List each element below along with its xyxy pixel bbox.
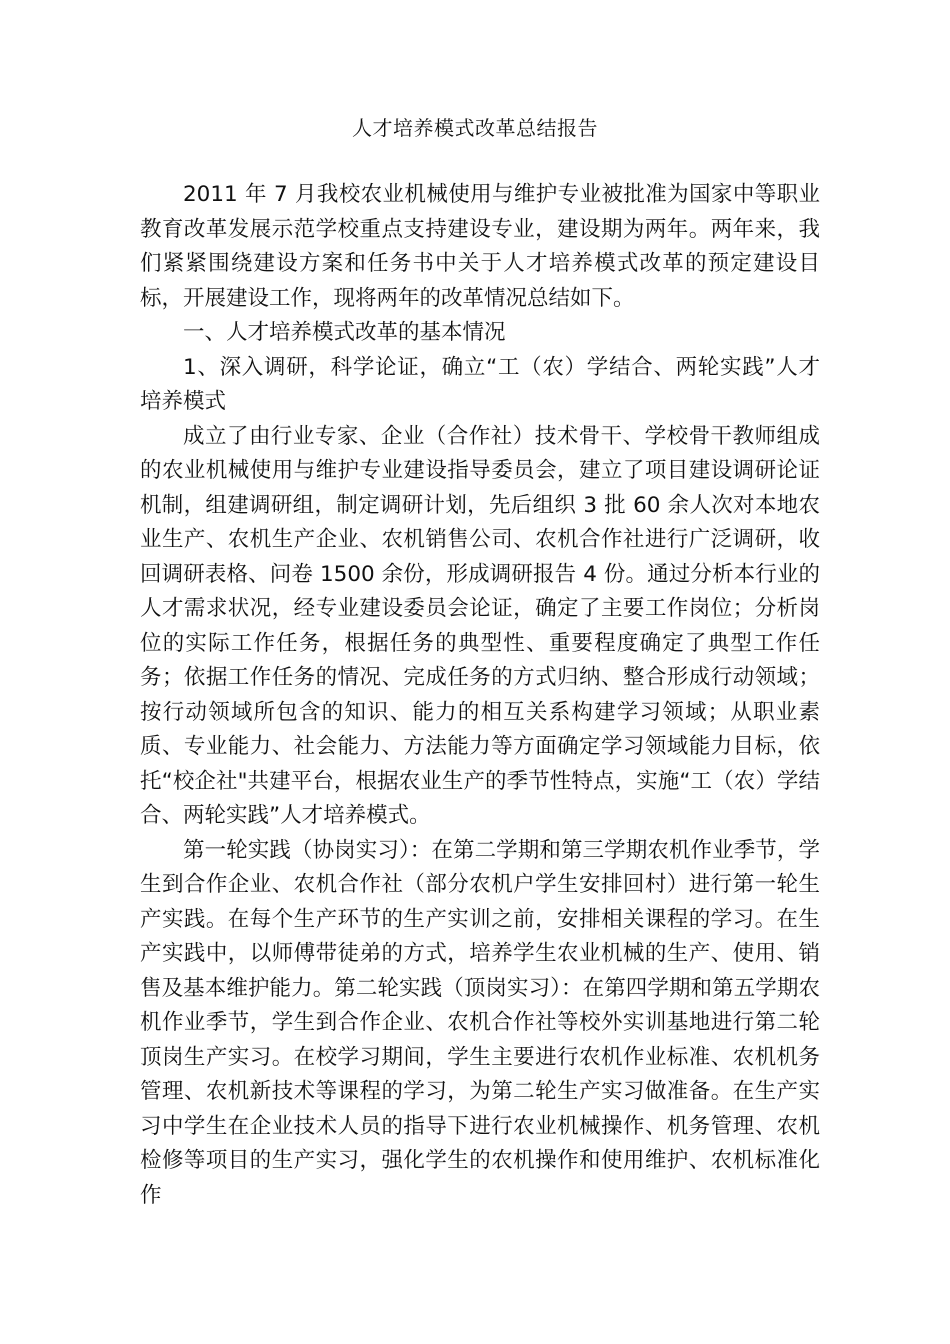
section-heading-1: 一、人才培养模式改革的基本情况 — [183, 320, 506, 345]
paragraph-research: 成立了由行业专家、企业（合作社）技术骨干、学校骨干教师组成的农业机械使用与维护专业建设指导委员会，建立了项目建设调研论证机制，组建调研组，制定调研计划，先后组织 3 批 60 余人次对本地农业生产、农机生产企业、农机销售公司、农机合作社进行广泛调研，收回调研表格、问卷 1500 余份，形成调研报告 4 份。通过分析本行业的人才需求状况，经专业建设委员会论证，确定了主要工作岗位；分析岗位的实际工作任务，根据任务的典型性、重要程度确定了典型工作任务；依据工作任务的情况、完成任务的方式归纳、整合形成行动领域；按行动领域所包含的知识、能力的相互关系构建学习领域；从职业素质、专业能力、社会能力、方法能力等方面确定学习领域能力目标，依托“校企社"共建平台，根据农业生产的季节性特点，实施“工（农）学结合、两轮实践”人才培养模式。 — [140, 423, 820, 828]
paragraph-practice: 第一轮实践（协岗实习）：在第二学期和第三学期农机作业季节，学生到合作企业、农机合作社（部分农机户学生安排回村）进行第一轮生产实践。在每个生产环节的生产实训之前，安排相关课程的学习。在生产实践中，以师傅带徒弟的方式，培养学生农业机械的生产、使用、销售及基本维护能力。第二轮实践（顶岗实习）：在第四学期和第五学期农机作业季节，学生到合作企业、农机合作社等校外实训基地进行第二轮顶岗生产实习。在校学习期间，学生主要进行农机作业标准、农机机务管理、农机新技术等课程的学习，为第二轮生产实习做准备。在生产实习中学生在企业技术人员的指导下进行农业机械操作、机务管理、农机检修等项目的生产实习，强化学生的农机操作和使用维护、农机标准化作 — [140, 837, 820, 1208]
document-body — [140, 178, 820, 1213]
document-title: 人才培养模式改革总结报告 — [352, 116, 598, 140]
subsection-heading-1: 1、深入调研，科学论证，确立“工（农）学结合、两轮实践”人才培养模式 — [140, 354, 820, 414]
paragraph-intro: 2011 年 7 月我校农业机械使用与维护专业被批准为国家中等职业教育改革发展示范学校重点支持建设专业，建设期为两年。两年来，我们紧紧围绕建设方案和任务书中关于人才培养模式改革的预定建设目标，开展建设工作，现将两年的改革情况总结如下。 — [140, 182, 820, 311]
